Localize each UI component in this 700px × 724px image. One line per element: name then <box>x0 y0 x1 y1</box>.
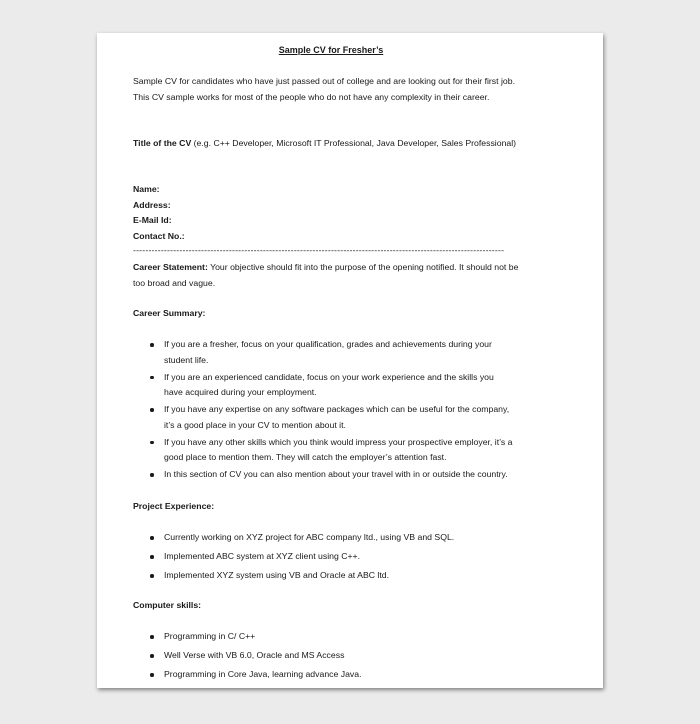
career-summary-heading: Career Summary: <box>133 308 206 318</box>
list-item: Programming in C/ C++ <box>133 629 529 645</box>
document-page <box>97 33 603 688</box>
career-statement <box>133 260 529 291</box>
career-summary-list <box>133 337 513 484</box>
list-item: In this section of CV you can also mention about your travel with in or outside the country. <box>133 467 513 483</box>
cv-title-text: (e.g. C++ Developer, Microsoft IT Professional, Java Developer, Sales Professional) <box>191 138 517 148</box>
document-title: Sample CV for Fresher’s <box>278 45 384 55</box>
email-field-label: E-Mail Id: <box>133 215 172 225</box>
cv-title <box>133 136 529 152</box>
list-item: If you are a fresher, focus on your qualification, grades and achievements during your student life. <box>133 337 513 368</box>
list-item: Implemented ABC system at XYZ client using C++. <box>133 549 529 565</box>
computer-skills-list <box>133 629 529 686</box>
project-experience-heading: Project Experience: <box>133 501 215 511</box>
intro-line-2: This CV sample works for most of the people who do not have any complexity in their career. <box>133 91 490 102</box>
list-item: Implemented XYZ system using VB and Oracle at ABC ltd. <box>133 568 529 584</box>
career-statement-text: Your objective should fit into the purpose of the opening notified. It should not be too broad and vague. <box>133 262 519 288</box>
career-statement-label: Career Statement: <box>133 262 208 272</box>
list-item: If you are an experienced candidate, focus on your work experience and the skills you have acquired during your employment. <box>133 370 513 401</box>
personal-fields <box>133 182 529 244</box>
list-item: Programming in Core Java, learning advance Java. <box>133 667 529 683</box>
cv-title-label: Title of the CV <box>133 138 192 148</box>
list-item: Currently working on XYZ project for ABC company ltd., using VB and SQL. <box>133 530 529 546</box>
intro <box>133 74 529 105</box>
name-field-label: Name: <box>133 184 160 194</box>
project-experience-list <box>133 530 529 587</box>
list-item: Well Verse with VB 6.0, Oracle and MS Access <box>133 648 529 664</box>
address-field-label: Address: <box>133 199 171 210</box>
list-item: If you have any other skills which you think would impress your prospective employer, it’s a good place to mention them. They will catch the employer’s attention fast. <box>133 435 513 466</box>
intro-line-1: Sample CV for candidates who have just passed out of college and are looking out for their first job. <box>133 76 515 86</box>
separator-line: ------------------------------------------------------------------------------------------------------------------------ <box>133 245 505 255</box>
contact-field-label: Contact No.: <box>133 230 185 241</box>
list-item: If you have any expertise on any software packages which can be useful for the company, it’s a good place in your CV to mention about it. <box>133 402 513 433</box>
computer-skills-heading: Computer skills: <box>133 600 202 610</box>
